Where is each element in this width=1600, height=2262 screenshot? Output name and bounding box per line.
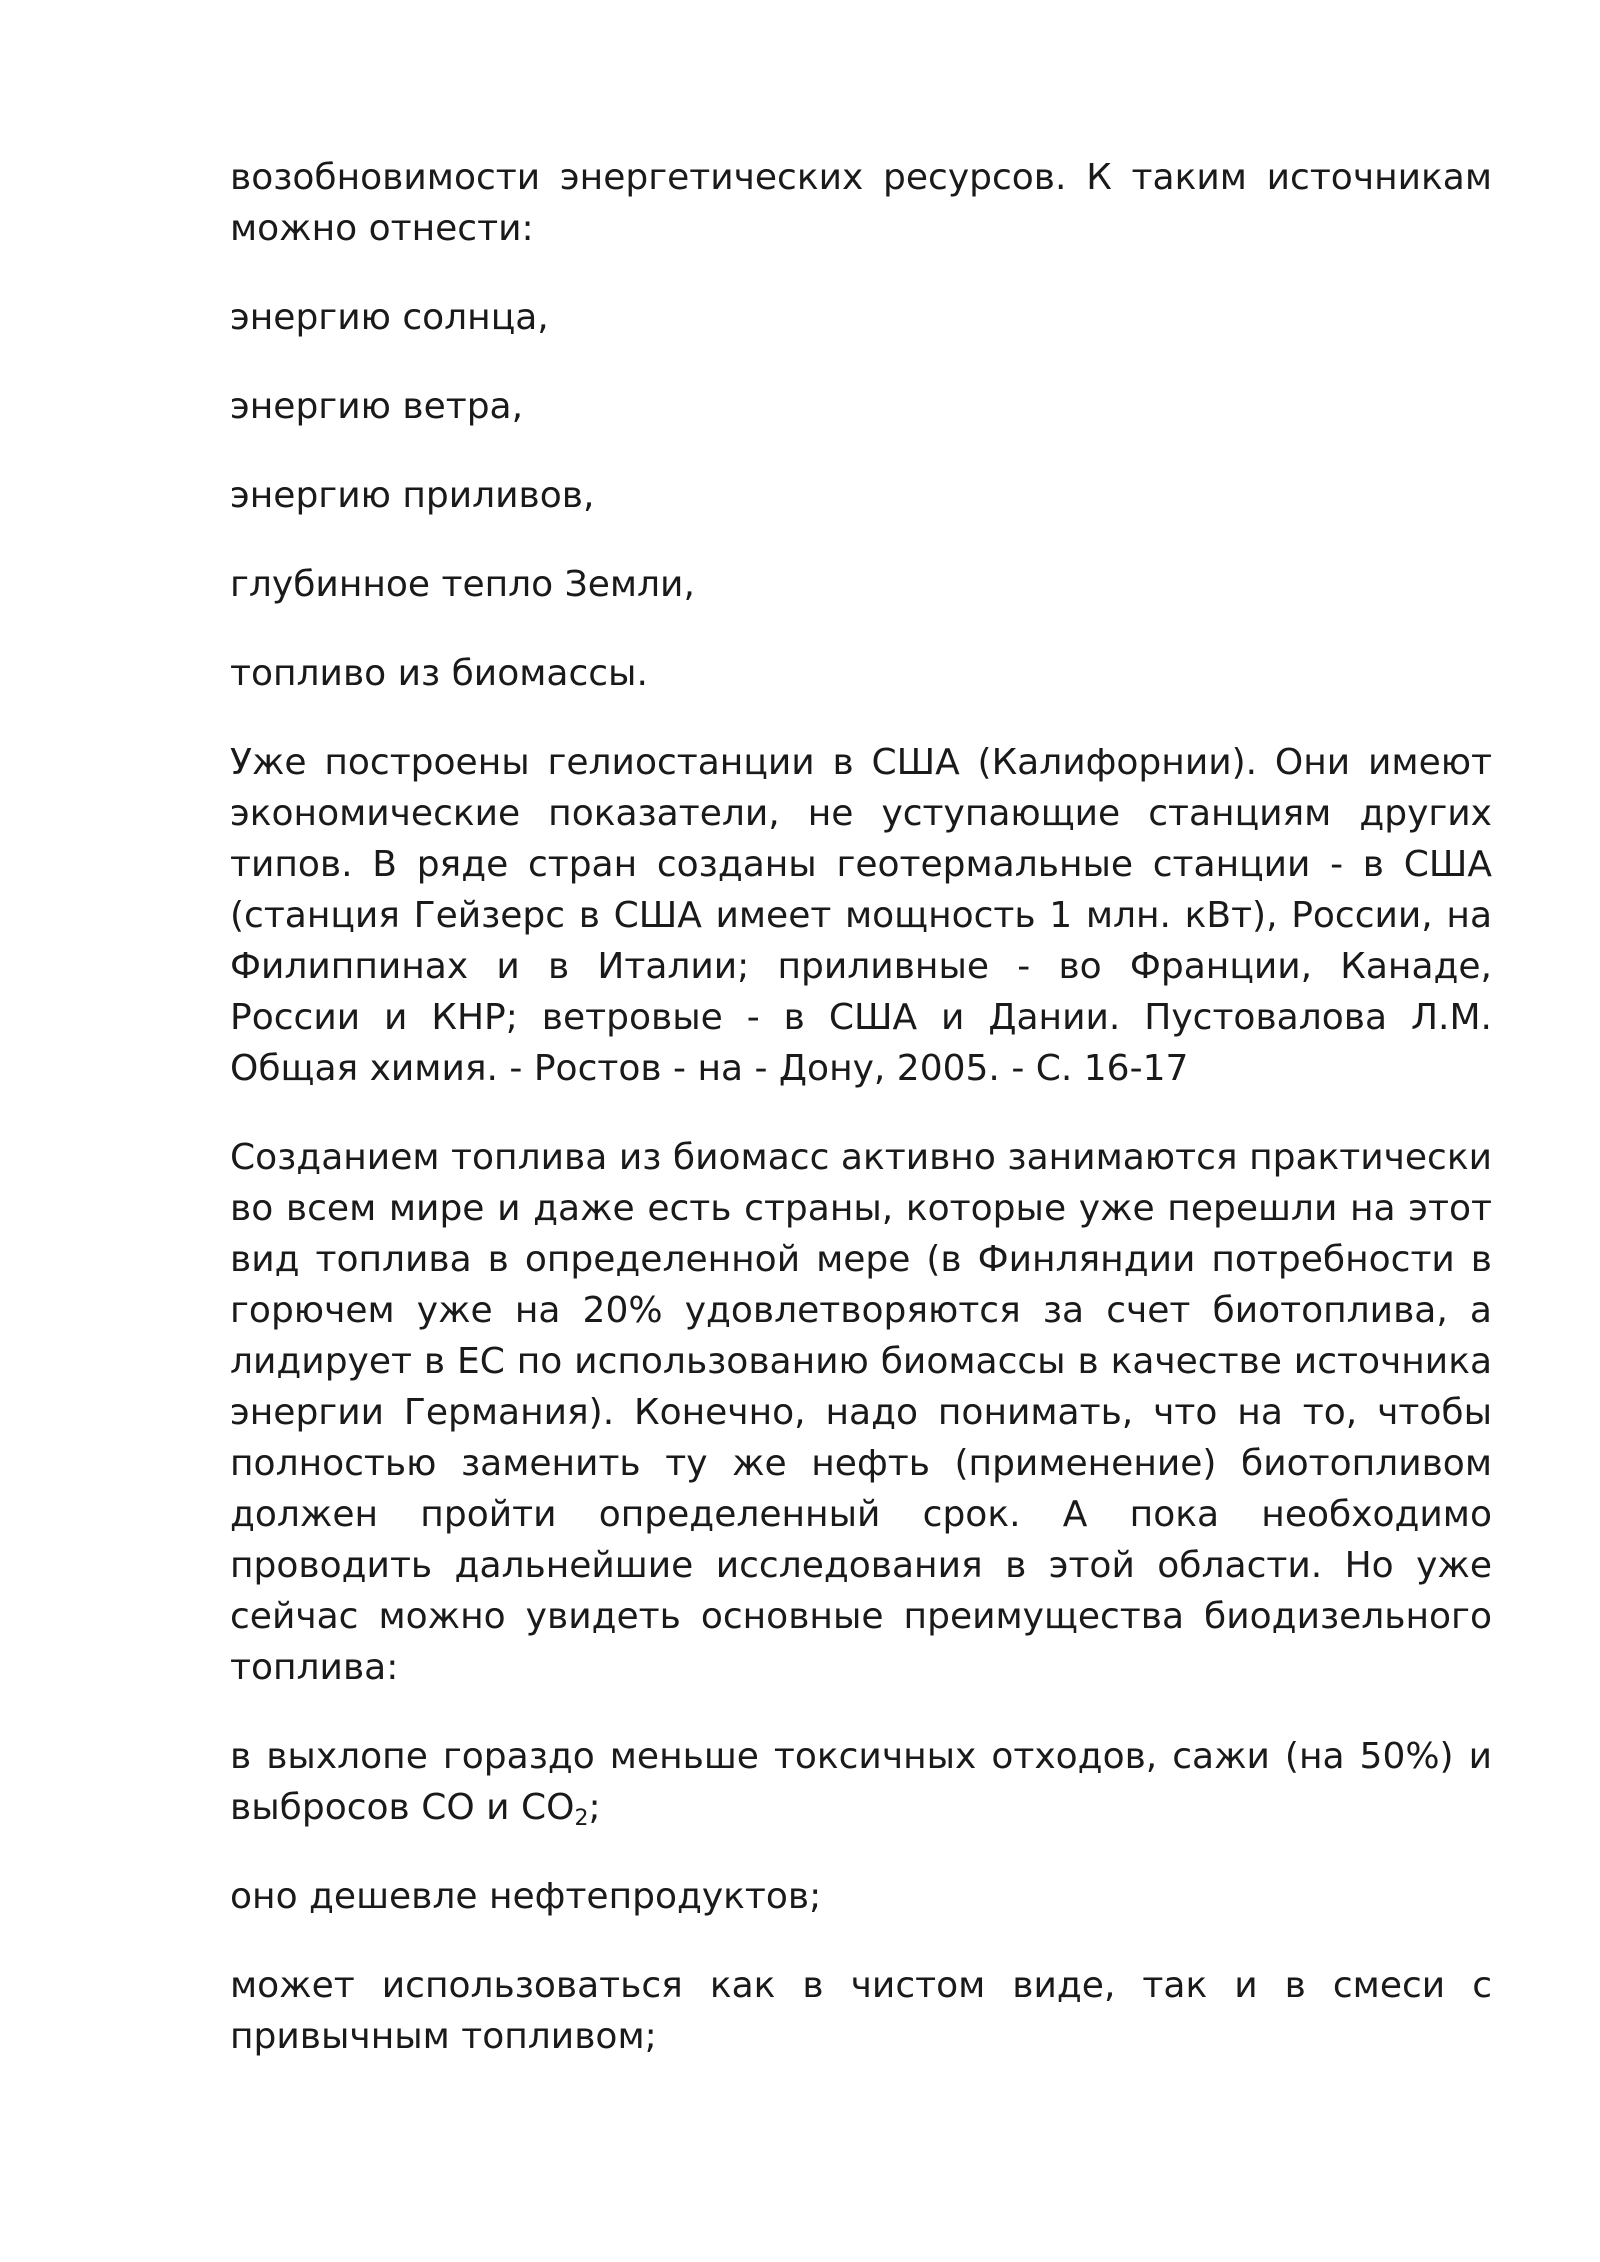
list-item-exhaust [230, 1731, 1492, 1833]
list-item-mixed-use: может использоваться как в чистом виде, так и в смеси с привычным топливом; [230, 1965, 1492, 2057]
paragraph-stations: Уже построены гелиостанции в США (Калифорнии). Они имеют экономические показатели, не уступающие станциям других типов. В ряде стран созданы геотермальные станции - в США (станция Гейзерс в США имеет мощность 1 млн. кВт), России, на Филиппинах и в Италии; приливные - во Франции, Канаде, России и КНР; ветровые - в США и Дании. Пустовалова Л.М. Общая химия. - Ростов - на - Дону, 2005. - С. 16-17 [230, 742, 1492, 1089]
list-item-biomass: топливо из биомассы. [230, 653, 648, 694]
list-item-wind: энергию ветра, [230, 386, 524, 427]
list-item-solar: энергию солнца, [230, 297, 549, 338]
exhaust-text: в выхлопе гораздо меньше токсичных отходов, сажи (на 50%) и выбросов СО и СО [230, 1736, 1492, 1828]
list-item-cheaper: оно дешевле нефтепродуктов; [230, 1876, 822, 1917]
exhaust-text-end: ; [588, 1787, 601, 1828]
list-item-tides: энергию приливов, [230, 475, 595, 516]
list-item-geothermal: глубинное тепло Земли, [230, 564, 695, 605]
co2-subscript: 2 [574, 1806, 589, 1831]
document-page [230, 152, 1492, 2100]
paragraph-intro: возобновимости энергетических ресурсов. К таким источникам можно отнести: [230, 157, 1492, 249]
paragraph-biofuel: Созданием топлива из биомасс активно занимаются практически во всем мире и даже есть страны, которые уже перешли на этот вид топлива в определенной мере (в Финляндии потребности в горючем уже на 20% удовлетворяются за счет биотоплива, а лидирует в ЕС по использованию биомассы в качестве источника энергии Германия). Конечно, надо понимать, что на то, чтобы полностью заменить ту же нефть (применение) биотопливом должен пройти определенный срок. А пока необходимо проводить дальнейшие исследования в этой области. Но уже сейчас можно увидеть основные преимущества биодизельного топлива: [230, 1137, 1492, 1688]
